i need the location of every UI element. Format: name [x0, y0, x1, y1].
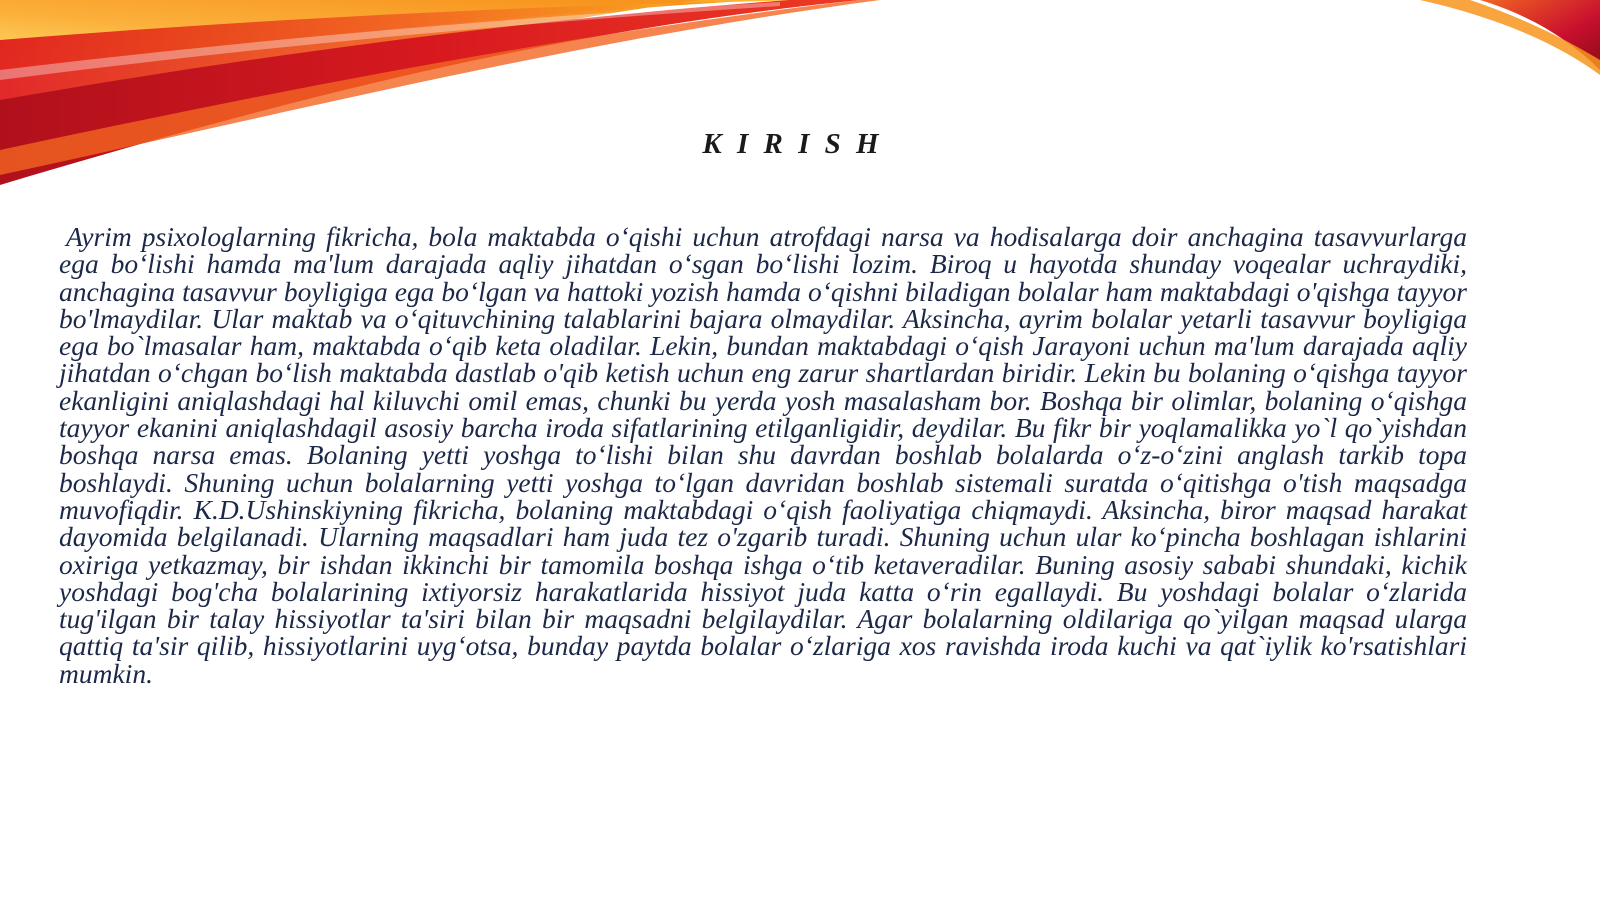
slide-title: K I R I S H: [702, 128, 883, 160]
body-paragraph: Ayrim psixologlarning fikricha, bola maktabda o‘qishi uchun atrofdagi narsa va hodisalarga doir anchagina tasavvurlarga ega bo‘lishi hamda ma'lum darajada aqliy jihatdan o‘sgan bo‘lishi lozim. Biroq u hayotda shunday voqealar uchraydiki, anchagina tasavvur boyligiga ega bo‘lgan va hattoki yozish hamda o‘qishni biladigan bolalar ham maktabdagi o'qishga tayyor bo'lmaydilar. Ular maktab va o‘qituvchining talablarini bajara olmaydilar. Aksincha, ayrim bolalar yetarli tasavvur boyligiga ega bo`lmasalar ham, maktabda o‘qib keta oladilar. Lekin, bundan maktabdagi o‘qish Jarayoni uchun ma'lum darajada aqliy jihatdan o‘chgan bo‘lish maktabda dastlab o'qib ketish uchun eng zarur shartlardan biridir. Lekin bu bolaning o‘qishga tayyor ekanligini aniqlashdagi hal kiluvchi omil emas, chunki bu yerda yosh masalasham bor. Boshqa bir olimlar, bolaning o‘qishga tayyor ekanini aniqlashdagil asosiy barcha iroda sifatlarining etilganligidir, deydilar. Bu fikr bir yoqlamalikka yo`l qo`yishdan boshqa narsa emas. Bolaning yetti yoshga to‘lishi bilan shu davrdan boshlab bolalarda o‘z-o‘zini anglash tarkib topa boshlaydi. Shuning uchun bolalarning yetti yoshga to‘lgan davridan boshlab sistemali suratda o‘qitishga o'tish maqsadga muvofiqdir. K.D.Ushinskiyning fikricha, bolaning maktabdagi o‘qish faoliyatiga chiqmaydi. Aksincha, biror maqsad harakat dayomida belgilanadi. Ularning maqsadlari ham juda tez o'zgarib turadi. Shuning uchun ular ko‘pincha boshlagan ishlarini oxiriga yetkazmay, bir ishdan ikkinchi bir tamomila boshqa ishga o‘tib ketaveradilar. Buning asosiy sababi shundaki, kichik yoshdagi bog'cha bolalarining ixtiyorsiz harakatlarida hissiyot juda katta o‘rin egallaydi. Bu yoshdagi bolalar o‘zlarida tug'ilgan bir talay hissiyotlar ta'siri bilan bir maqsadni belgilaydilar. Agar bolalarning oldilariga qo`yilgan maqsad ularga qattiq ta'sir qilib, hissiyotlarini uyg‘otsa, bunday paytda bolalar o‘zlariga xos ravishda iroda kuchi va qat`iylik ko'rsatishlari mumkin.: [59, 221, 1467, 689]
